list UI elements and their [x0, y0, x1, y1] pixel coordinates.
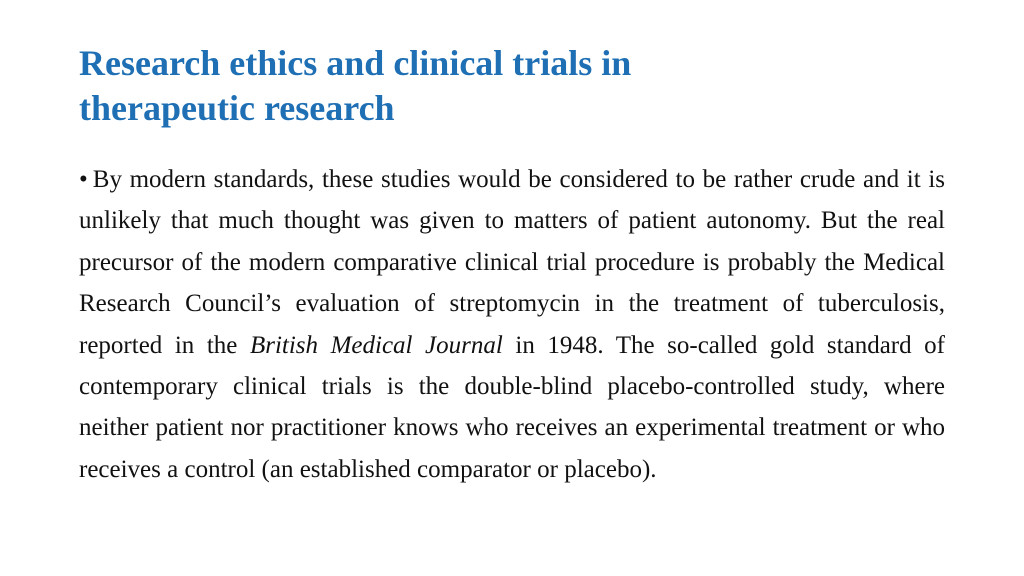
slide-title-line-2: therapeutic research [79, 88, 395, 128]
bullet-text-part-2: in 1948. The so-called gold standard of contemporary clinical trials is the double-blind placebo-controlled study, where neither patient nor practitioner knows who receives an experimental treatment or who receives a control (an established comparator or placebo). [79, 331, 946, 483]
bullet-text-part-1: By modern standards, these studies would be considered to be rather crude and it is unlikely that much thought was given to matters of patient autonomy. But the real precursor of the modern comparative clinical trial procedure is probably the Medical Research Council’s evaluation of streptomycin in the treatment of tuberculosis, reported in the [79, 166, 945, 359]
journal-title: British Medical Journal [249, 331, 503, 359]
bullet-paragraph [79, 159, 945, 490]
slide-title-line-1: Research ethics and clinical trials in [79, 43, 632, 83]
slide-title [79, 41, 839, 131]
bullet-marker: • [79, 166, 88, 193]
